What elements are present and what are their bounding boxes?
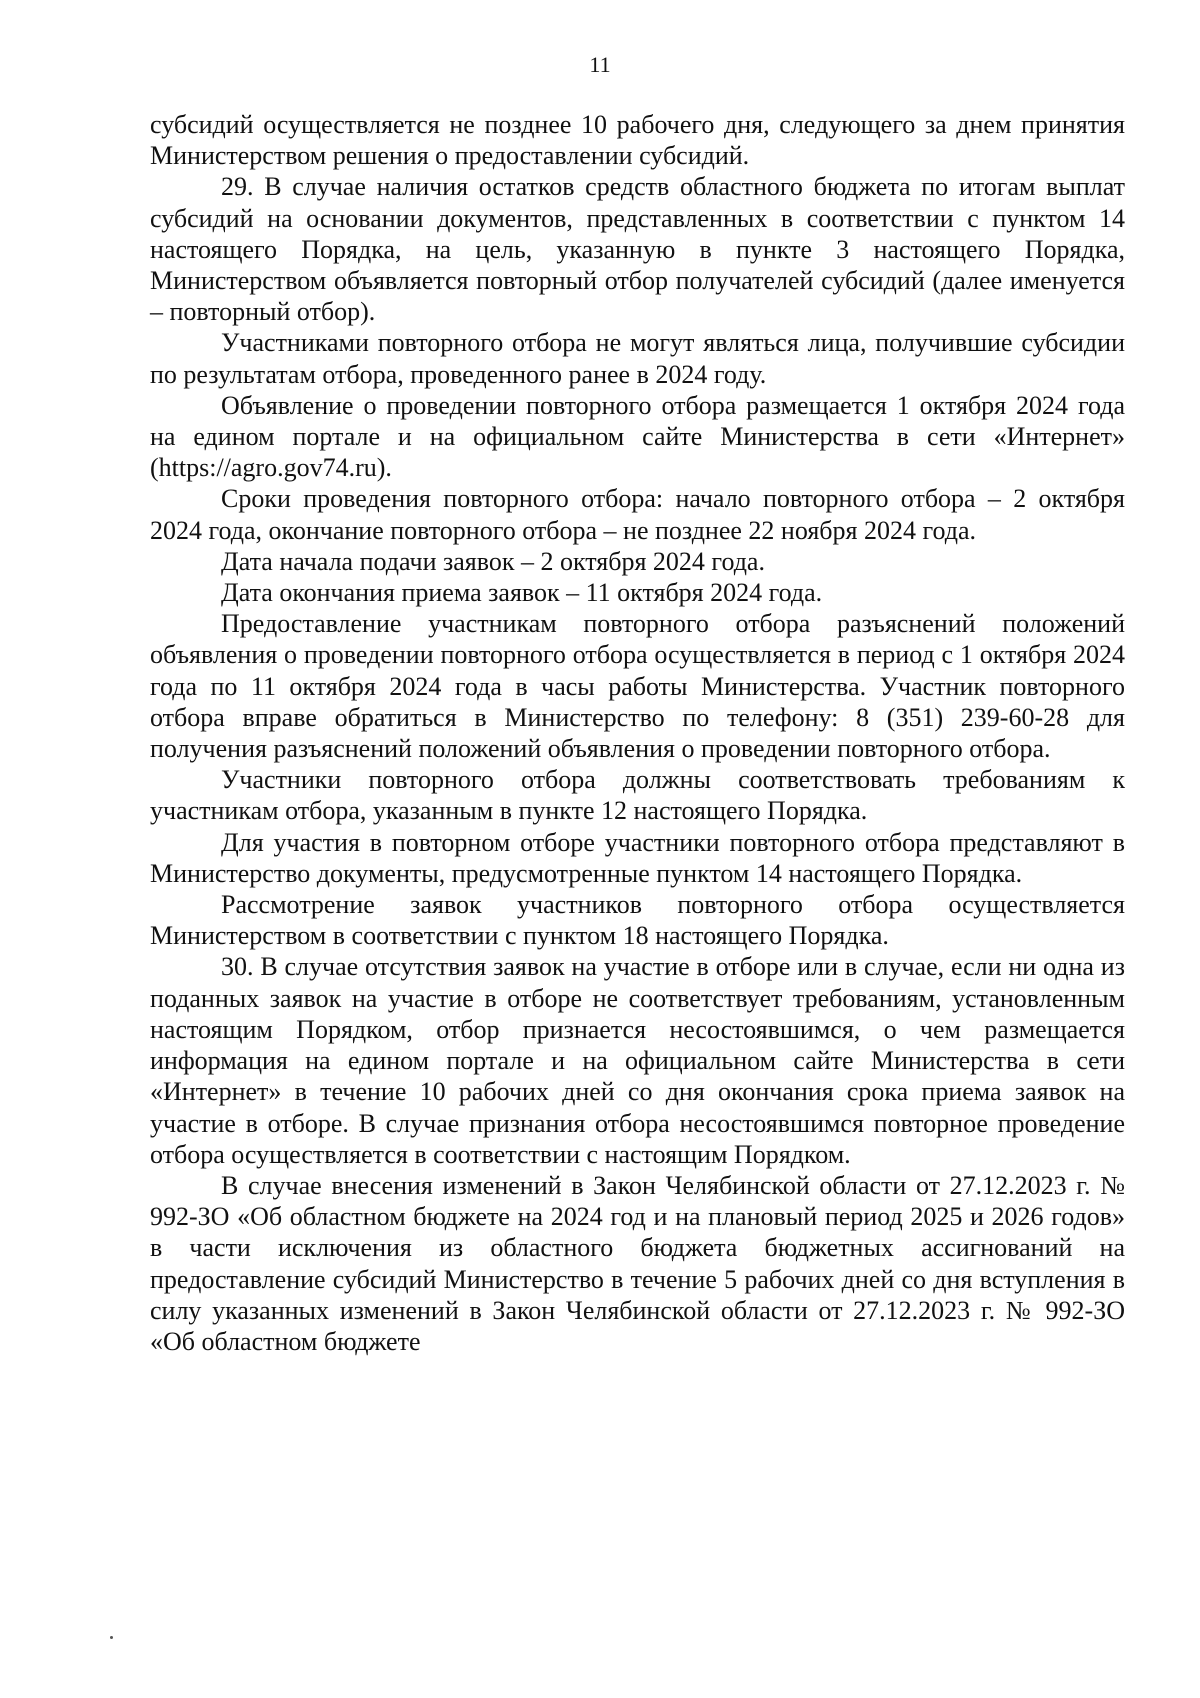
paragraph-requirements: Участники повторного отбора должны соответствовать требованиям к участникам отбора, указанным в пункте 12 настоящего Порядка. bbox=[150, 765, 1125, 826]
paragraph-review: Рассмотрение заявок участников повторного отбора осуществляется Министерством в соответствии с пунктом 18 настоящего Порядка. bbox=[150, 890, 1125, 951]
page-number: 11 bbox=[589, 52, 611, 77]
paragraph-announcement: Объявление о проведении повторного отбора размещается 1 октября 2024 года на едином портале и на официальном сайте Министерства в сети «Интернет» (https://agro.gov74.ru). bbox=[150, 390, 1125, 483]
scan-artifact bbox=[110, 1636, 113, 1639]
paragraph-selection-dates: Сроки проведения повторного отбора: начало повторного отбора – 2 октября 2024 года, окончание повторного отбора – не позднее 22 ноября 2024 года. bbox=[150, 484, 1125, 545]
paragraph-clause-30: 30. В случае отсутствия заявок на участие в отборе или в случае, если ни одна из поданных заявок на участие в отборе не соответствует требованиям, установленным настоящим Порядком, отбор признается несостоявшимся, о чем размещается информация на едином портале и на официальном сайте Министерства в сети «Интернет» в течение 10 рабочих дней со дня окончания срока приема заявок на участие в отборе. В случае признания отбора несостоявшимся повторное проведение отбора осуществляется в соответствии с настоящим Порядком. bbox=[150, 952, 1125, 1169]
paragraph-clause-29: 29. В случае наличия остатков средств областного бюджета по итогам выплат субсидий на основании документов, представленных в соответствии с пунктом 14 настоящего Порядка, на цель, указанную в пункте 3 настоящего Порядка, Министерством объявляется повторный отбор получателей субсидий (далее именуется – повторный отбор). bbox=[150, 172, 1125, 327]
paragraph-participants-restriction: Участниками повторного отбора не могут являться лица, получившие субсидии по результатам отбора, проведенного ранее в 2024 году. bbox=[150, 328, 1125, 389]
document-body bbox=[150, 109, 1125, 1357]
paragraph-documents: Для участия в повторном отборе участники повторного отбора представляют в Министерство документы, предусмотренные пунктом 14 настоящего Порядка. bbox=[150, 827, 1125, 888]
paragraph-clarifications: Предоставление участникам повторного отбора разъяснений положений объявления о проведении повторного отбора осуществляется в период с 1 октября 2024 года по 11 октября 2024 года в часы работы Министерства. Участник повторного отбора вправе обратиться в Министерство по телефону: 8 (351) 239-60-28 для получения разъяснений положений объявления о проведении повторного отбора. bbox=[150, 609, 1125, 764]
paragraph-law-amendment: В случае внесения изменений в Закон Челябинской области от 27.12.2023 г. № 992-ЗО «Об областном бюджете на 2024 год и на плановый период 2025 и 2026 годов» в части исключения из областного бюджета бюджетных ассигнований на предоставление субсидий Министерство в течение 5 рабочих дней со дня вступления в силу указанных изменений в Закон Челябинской области от 27.12.2023 г. № 992-ЗО «Об областном бюджете bbox=[150, 1170, 1125, 1356]
paragraph-continuation: субсидий осуществляется не позднее 10 рабочего дня, следующего за днем принятия Министерством решения о предоставлении субсидий. bbox=[150, 110, 1125, 171]
paragraph-application-start: Дата начала подачи заявок – 2 октября 2024 года. bbox=[221, 546, 765, 576]
paragraph-application-end: Дата окончания приема заявок – 11 октября 2024 года. bbox=[221, 578, 823, 608]
